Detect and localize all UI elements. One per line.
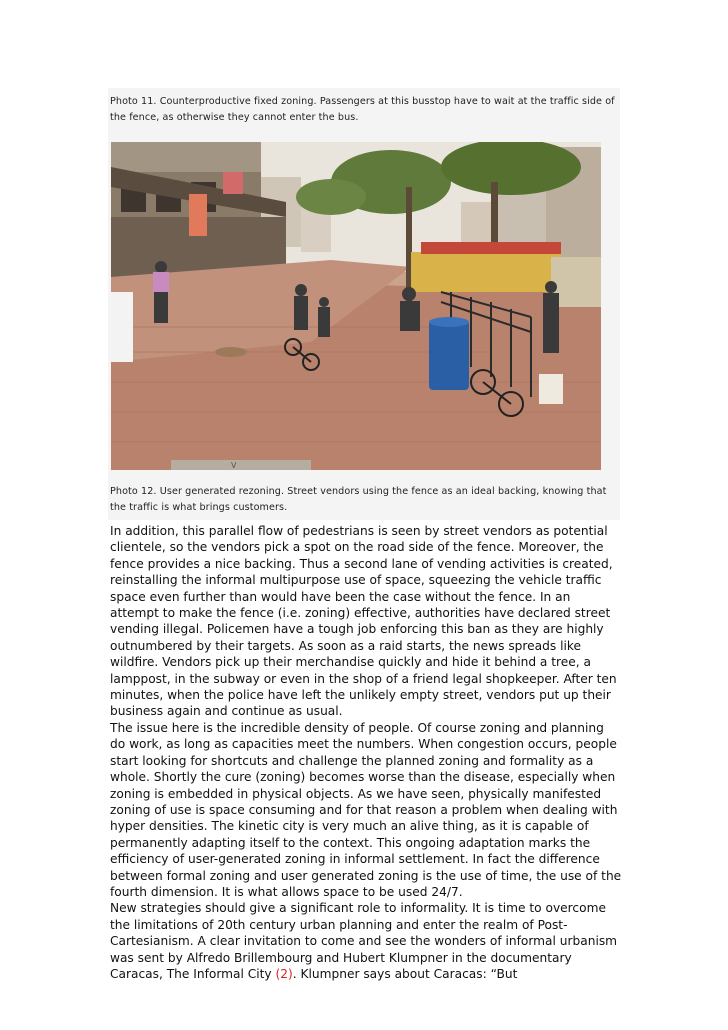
photo-12-caption-text: Photo 12. User generated rezoning. Street vendors using the fence as an ideal backing, knowing that the traffic is what brings customers. [110, 486, 607, 513]
photo-11-caption [108, 88, 620, 138]
photo-sign-text: V [231, 461, 237, 470]
reference-link-2[interactable]: (2) [275, 966, 293, 981]
paragraph-1: In addition, this parallel flow of pedestrians is seen by street vendors as potential clientele, so the vendors pick a spot on the road side of the fence. Moreover, the fence provides a nice backing. Thus a second lane of vending activities is created, reinstalling the informal multipurpose use of space, squeezing the vehicle traffic space even further than would have been the case without the fence. In an attempt to make the fence (i.e. zoning) effective, authorities have declared street vending illegal. Policemen have a tough job enforcing this ban as they are highly outnumbered by their targets. As soon as a raid starts, the news spreads like wildfire. Vendors pick up their merchandise quickly and hide it behind a tree, a lamppost, in the subway or even in the shop of a friend legal shopkeeper. After ten minutes, when the police have left the unlikely empty street, vendors put up their business again and continue as usual. [110, 524, 617, 719]
paragraph-2: The issue here is the incredible density of people. Of course zoning and planning do work, as long as capacities meet the numbers. When congestion occurs, people start looking for shortcuts and challenge the planned zoning and formality as a whole. Shortly the cure (zoning) becomes worse than the disease, especially when zoning is embedded in physical objects. As we have seen, physically manifested zoning of use is space consuming and for that reason a problem when dealing with hyper densities. The kinetic city is very much an alive thing, as it is capable of permanently adapting itself to the context. This ongoing adaptation marks the efficiency of user-generated zoning in informal settlement. In fact the difference between formal zoning and user generated zoning is the use of time, the use of the fourth dimension. It is what allows space to be used 24/7. [110, 720, 622, 899]
photo-12-frame [108, 138, 620, 478]
paragraph-3 [110, 900, 622, 982]
article-body [110, 523, 622, 982]
photo-11-caption-text: Photo 11. Counterproductive fixed zoning. Passengers at this busstop have to wait at the traffic side of the fence, as otherwise they cannot enter the bus. [110, 96, 615, 123]
paragraph-3-tail: . Klumpner says about Caracas: “But [292, 966, 518, 981]
photo-12-street-vendors-image [111, 142, 601, 470]
photo-12-caption [108, 478, 620, 520]
street-scene-illustration [111, 142, 601, 470]
paragraph-3-text: New strategies should give a significant role to informality. It is time to overcome the limitations of 20th century urban planning and enter the realm of Post-Cartesianism. A clear invitation to come and see the wonders of informal urbanism was sent by Alfredo Brillembourg and Hubert Klumpner in the documentary Caracas, The Informal City [110, 901, 618, 981]
